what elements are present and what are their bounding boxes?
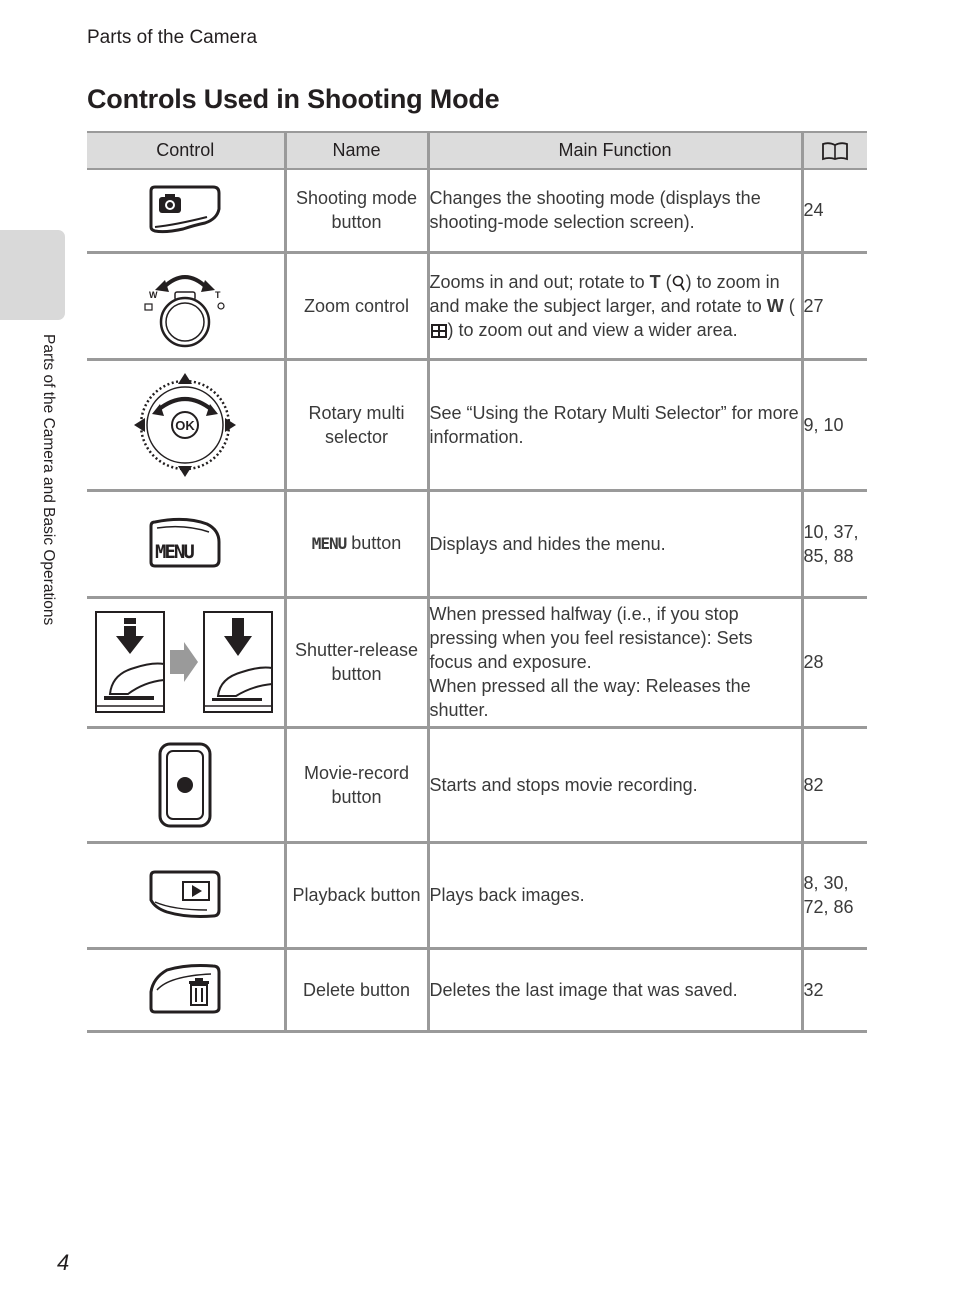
row-name: Shutter-release button (285, 597, 428, 727)
header-page-reference (802, 132, 867, 169)
side-tab (0, 230, 65, 320)
table-row (87, 842, 867, 948)
row-name: Rotary multi selector (285, 359, 428, 490)
table-row (87, 727, 867, 842)
table-header-row (87, 132, 867, 169)
row-function: Deletes the last image that was saved. (428, 948, 802, 1031)
page-title: Controls Used in Shooting Mode (87, 84, 500, 114)
row-pages: 9, 10 (802, 359, 867, 490)
thumbnail-grid-icon (430, 323, 448, 339)
row-name: Playback button (285, 842, 428, 948)
svg-text:OK: OK (175, 417, 195, 433)
svg-text:W: W (149, 289, 158, 300)
side-tab-label: Parts of the Camera and Basic Operations (40, 334, 57, 626)
table-row (87, 359, 867, 490)
row-function: Starts and stops movie recording. (428, 727, 802, 842)
row-name: Movie-record button (285, 727, 428, 842)
header-control: Control (87, 132, 285, 169)
table-row (87, 169, 867, 252)
page-number: 4 (57, 1250, 70, 1275)
table-row (87, 490, 867, 597)
header-name: Name (285, 132, 428, 169)
row-pages: 28 (802, 597, 867, 727)
book-icon (821, 141, 849, 161)
row-name: Shooting mode button (285, 169, 428, 252)
running-head: Parts of the Camera (87, 27, 258, 48)
row-pages: 82 (802, 727, 867, 842)
svg-text:T: T (215, 289, 221, 300)
row-pages: 8, 30, 72, 86 (802, 842, 867, 948)
row-function: When pressed halfway (i.e., if you stop pressing when you feel resistance): Sets focus and exposure. When pressed all the way: Releases the shutter. (428, 597, 802, 727)
row-function: Plays back images. (428, 842, 802, 948)
row-name: MENU button (285, 490, 428, 597)
menu-button-icon (147, 516, 223, 572)
menu-glyph: MENU (311, 534, 347, 553)
magnify-icon (672, 275, 686, 291)
movie-record-button-icon (157, 741, 213, 829)
row-name: Delete button (285, 948, 428, 1031)
playback-button-icon (147, 868, 223, 922)
row-function: Displays and hides the menu. (428, 490, 802, 597)
rotary-multi-selector-icon (130, 370, 240, 480)
controls-table (87, 131, 867, 1033)
row-name: Zoom control (285, 252, 428, 359)
row-function: Changes the shooting mode (displays the shooting-mode selection screen). (428, 169, 802, 252)
shutter-release-icon (94, 610, 276, 714)
row-function: Zooms in and out; rotate to T ( ) to zoom in and make the subject larger, and rotate to W () to zoom out and view a wider area. (428, 252, 802, 359)
row-function: See “Using the Rotary Multi Selector” for more information. (428, 359, 802, 490)
table-row (87, 597, 867, 727)
camera-mode-button-icon (147, 183, 223, 237)
table-row (87, 948, 867, 1031)
zoom-control-icon (135, 258, 235, 354)
svg-text:MENU: MENU (155, 540, 194, 563)
row-pages: 24 (802, 169, 867, 252)
row-pages: 27 (802, 252, 867, 359)
row-pages: 32 (802, 948, 867, 1031)
row-pages: 10, 37, 85, 88 (802, 490, 867, 597)
header-main-function: Main Function (428, 132, 802, 169)
table-row (87, 252, 867, 359)
delete-button-icon (147, 962, 223, 1018)
